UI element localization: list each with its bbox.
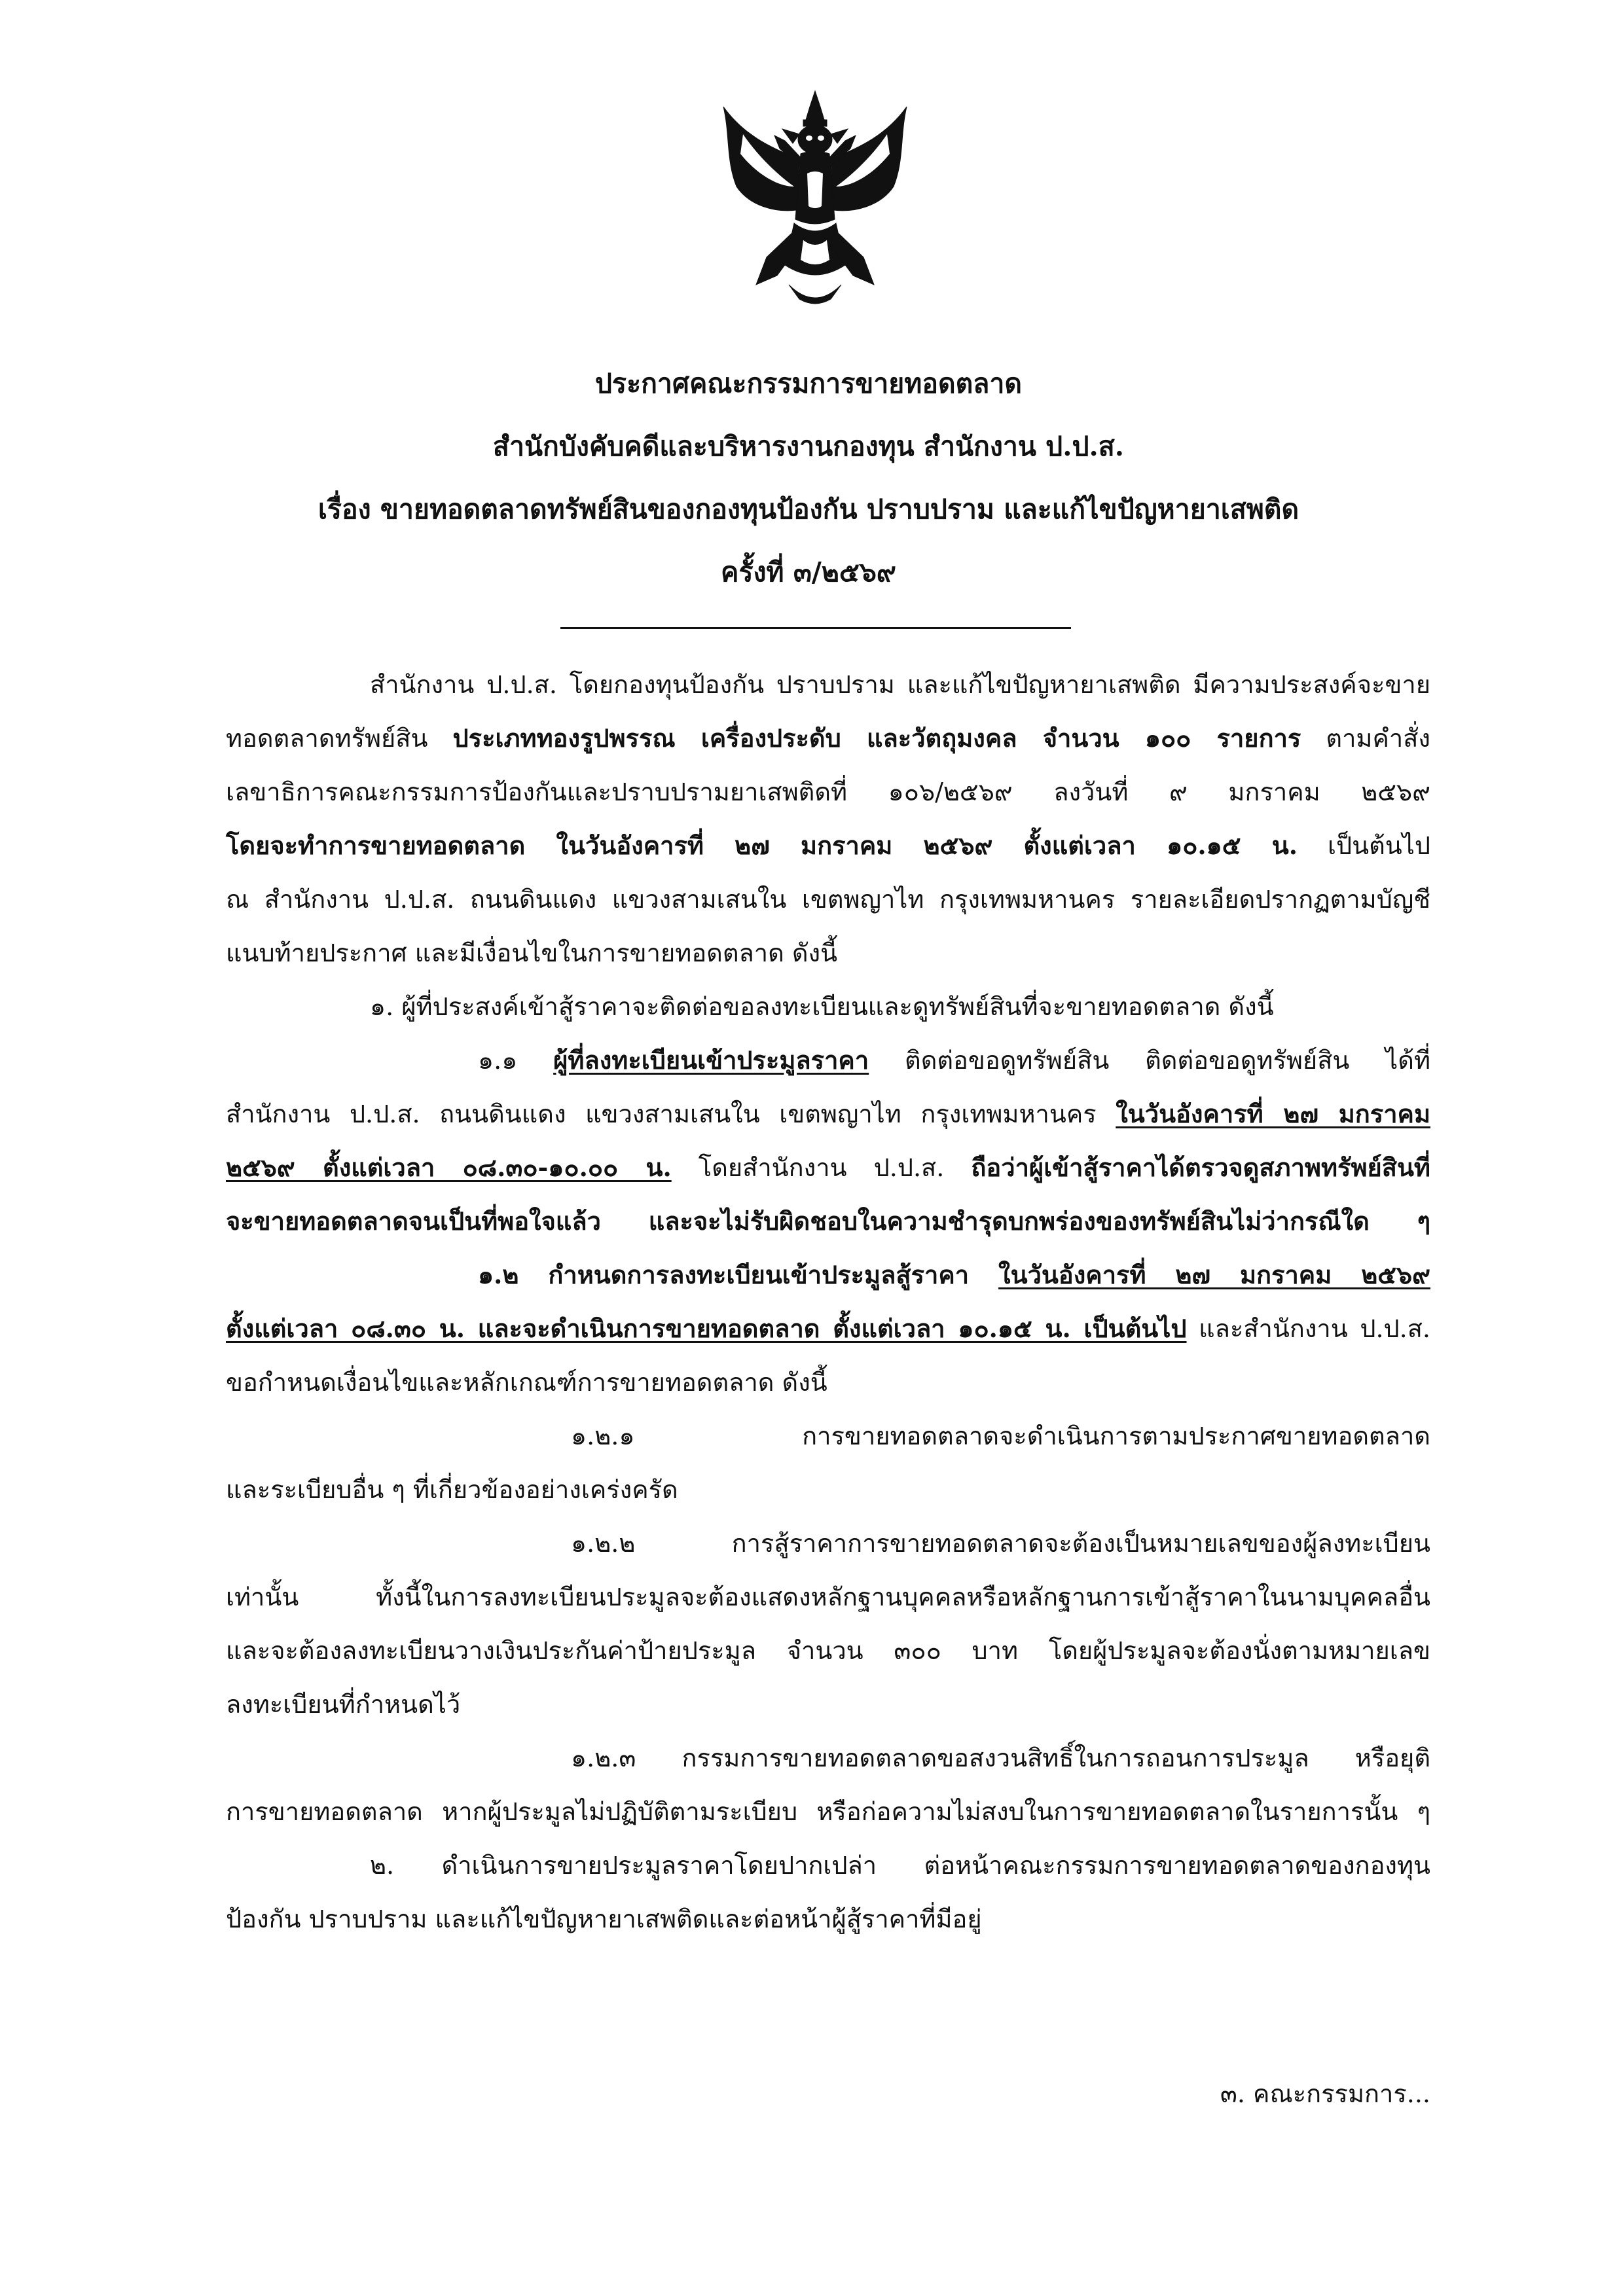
clause-text: และสำนักงาน ป.ป.ส. (1199, 1314, 1430, 1343)
issue-number: ครั้งที่ ๓/๒๕๖๙ (721, 556, 896, 588)
clause-text: ติดต่อขอดูทรัพย์สิน ติดต่อขอดูทรัพย์สิน ได้ที่ (905, 1046, 1430, 1075)
section-1-2-line-3: ขอกำหนดเงื่อนไขและหลักเกณฑ์การขายทอดตลาด ดังนี้ (226, 1368, 827, 1397)
intro-text: ทอดตลาดทรัพย์สิน (226, 724, 428, 753)
section-1-2-1-line-1: ๑.๒.๑ การขายทอดตลาดจะดำเนินการตามประกาศขายทอดตลาด (571, 1422, 1430, 1450)
section-1-2-line-2 (226, 1316, 1430, 1341)
intro-line-6: แนบท้ายประกาศ และมีเงื่อนไขในการขายทอดตลาด ดังนี้ (226, 939, 838, 967)
intro-text: เป็นต้นไป (1328, 831, 1430, 860)
section-1-2-line-1 (478, 1260, 1430, 1289)
subject-line: เรื่อง ขายทอดตลาดทรัพย์สินของกองทุนป้องกัน ปราบปราม และแก้ไขปัญหายาเสพติด (318, 493, 1299, 525)
registrant-label: ผู้ที่ลงทะเบียนเข้าประมูลราคา (553, 1045, 869, 1075)
section-1: ๑. ผู้ที่ประสงค์เข้าสู้ราคาจะติดต่อขอลงทะเบียนและดูทรัพย์สินที่จะขายทอดตลาด ดังนี้ (370, 992, 1274, 1021)
viewing-time: ๒๕๖๙ ตั้งแต่เวลา ๐๘.๓๐-๑๐.๐๐ น. (226, 1153, 672, 1182)
intro-line-1: สำนักงาน ป.ป.ส. โดยกองทุนป้องกัน ปราบปราม และแก้ไขปัญหายาเสพติด มีความประสงค์จะขาย (370, 670, 1430, 699)
auction-date-bold: โดยจะทำการขายทอดตลาด ในวันอังคารที่ ๒๗ มกราคม ๒๕๖๙ ตั้งแต่เวลา ๑๐.๑๕ น. (226, 831, 1298, 860)
section-1-1-line-4: จะขายทอดตลาดจนเป็นที่พอใจแล้ว และจะไม่รับผิดชอบในความชำรุดบกพร่องของทรัพย์สินไม่ว่ากรณีใด ๆ (226, 1206, 1430, 1236)
intro-line-4 (226, 833, 1430, 858)
garuda-emblem (717, 88, 913, 314)
section-1-2-2-line-4: ลงทะเบียนที่กำหนดไว้ (226, 1690, 461, 1719)
section-1-2-2-line-1: ๑.๒.๒ การสู้ราคาการขายทอดตลาดจะต้องเป็นหมายเลขของผู้ลงทะเบียน (571, 1529, 1430, 1558)
section-1-2-3-line-2: การขายทอดตลาด หากผู้ประมูลไม่ปฏิบัติตามระเบียบ หรือก่อความไม่สงบในการขายทอดตลาดในรายการนั้น ๆ (226, 1797, 1430, 1826)
intro-line-2 (226, 723, 1430, 753)
heading-divider (560, 627, 1071, 629)
section-2-line-1: ๒. ดำเนินการขายประมูลราคาโดยปากเปล่า ต่อหน้าคณะกรรมการขายทอดตลาดของกองทุน (370, 1851, 1430, 1880)
page-continuation: ๓. คณะกรรมการ... (1220, 2079, 1430, 2108)
asset-type-bold: ประเภททองรูปพรรณ เครื่องประดับ และวัตถุมงคล จำนวน ๑๐๐ รายการ (452, 723, 1301, 753)
announcement-title: ประกาศคณะกรรมการขายทอดตลาด (595, 368, 1022, 399)
clause-number: ๑.๑ (478, 1046, 518, 1075)
section-1-2-2-line-2: เท่านั้น ทั้งนี้ในการลงทะเบียนประมูลจะต้องแสดงหลักฐานบุคคลหรือหลักฐานการเข้าสู้ราคาในนามบุคคลอื่น (226, 1583, 1430, 1611)
office-name: สำนักบังคับคดีและบริหารงานกองทุน สำนักงาน ป.ป.ส. (492, 431, 1125, 462)
viewing-date: ในวันอังคารที่ ๒๗ มกราคม (1116, 1099, 1430, 1128)
registration-schedule: ๑.๒ กำหนดการลงทะเบียนเข้าประมูลสู้ราคา (478, 1260, 970, 1289)
registration-date: ในวันอังคารที่ ๒๗ มกราคม ๒๕๖๙ (998, 1260, 1430, 1289)
section-1-1-line-1 (478, 1045, 1430, 1075)
section-1-1-line-2 (226, 1099, 1430, 1128)
intro-line-3: เลขาธิการคณะกรรมการป้องกันและปราบปรามยาเสพติดที่ ๑๐๖/๒๕๖๙ ลงวันที่ ๙ มกราคม ๒๕๖๙ (226, 778, 1430, 806)
clause-text: โดยสำนักงาน ป.ป.ส. (698, 1153, 945, 1182)
clause-text: สำนักงาน ป.ป.ส. ถนนดินแดง แขวงสามเสนใน เขตพญาไท กรุงเทพมหานคร (226, 1100, 1097, 1128)
section-1-2-3-line-1: ๑.๒.๓ กรรมการขายทอดตลาดขอสงวนสิทธิ์ในการถอนการประมูล หรือยุติ (571, 1744, 1430, 1772)
condition-bold: ถือว่าผู้เข้าสู้ราคาได้ตรวจดูสภาพทรัพย์สินที่ (971, 1153, 1430, 1182)
section-2-line-2: ป้องกัน ปราบปราม และแก้ไขปัญหายาเสพติดและต่อหน้าผู้สู้ราคาที่มีอยู่ (226, 1905, 982, 1933)
section-1-1-line-3 (226, 1155, 1430, 1180)
section-1-2-1-line-2: และระเบียบอื่น ๆ ที่เกี่ยวข้องอย่างเคร่งครัด (226, 1475, 678, 1504)
intro-text: ตามคำสั่ง (1326, 724, 1430, 753)
section-1-2-2-line-3: และจะต้องลงทะเบียนวางเงินประกันค่าป้ายประมูล จำนวน ๓๐๐ บาท โดยผู้ประมูลจะต้องนั่งตามหมายเลข (226, 1636, 1430, 1665)
intro-line-5: ณ สำนักงาน ป.ป.ส. ถนนดินแดง แขวงสามเสนใน เขตพญาไท กรุงเทพมหานคร รายละเอียดปรากฏตามบัญชี (226, 885, 1430, 914)
auction-time: ตั้งแต่เวลา ๐๘.๓๐ น. และจะดำเนินการขายทอดตลาด ตั้งแต่เวลา ๑๐.๑๕ น. เป็นต้นไป (226, 1314, 1187, 1343)
